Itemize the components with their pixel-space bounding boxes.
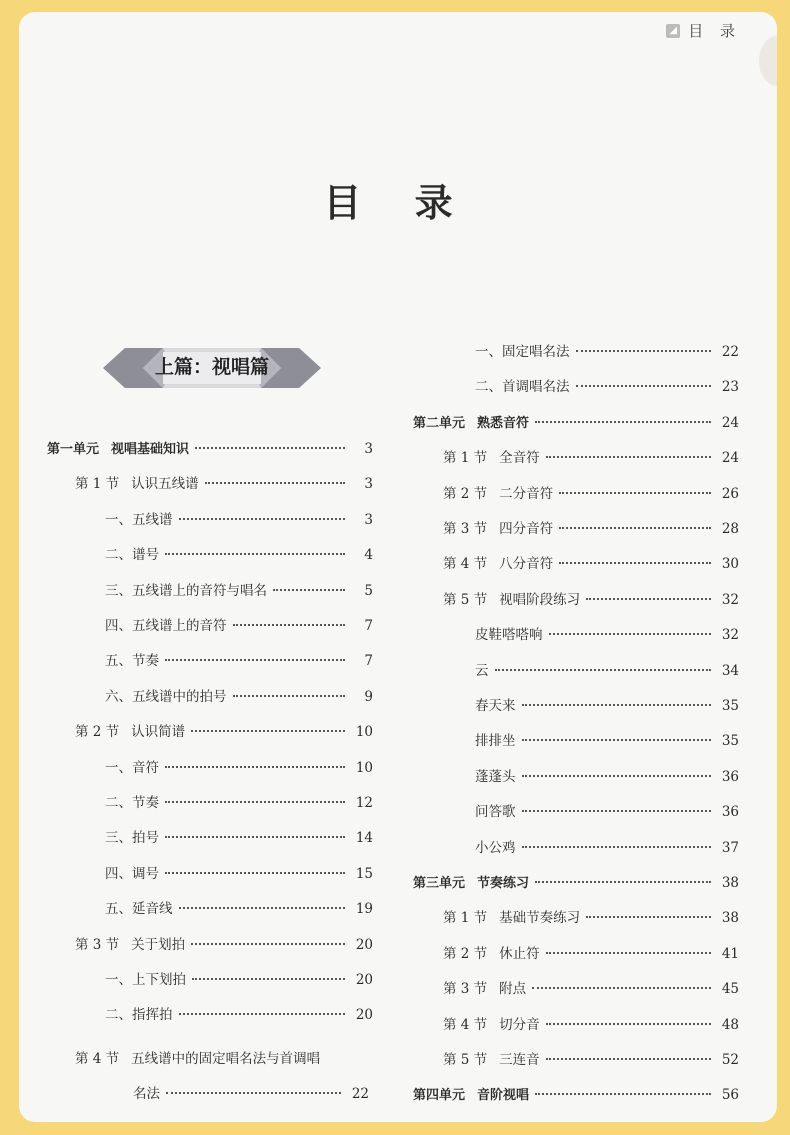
dot-leader [179, 1013, 346, 1015]
dot-leader [165, 659, 345, 661]
toc-entry[interactable] [443, 554, 739, 574]
banner-label: 上篇：视唱篇 [154, 356, 269, 378]
toc-entry[interactable] [105, 864, 373, 884]
dot-leader [522, 739, 712, 741]
entry-label: 视唱基础知识 [111, 442, 190, 457]
entry-label: 四、调号 [105, 865, 159, 882]
entry-label: 熟悉音符 [477, 415, 530, 431]
entry-page: 3 [364, 511, 373, 528]
entry-page: 23 [721, 379, 739, 396]
dot-leader [273, 589, 345, 591]
dot-leader [546, 1023, 711, 1025]
toc-entry[interactable] [443, 448, 739, 468]
entry-label: 二、谱号 [105, 547, 159, 564]
dot-leader [535, 881, 711, 883]
toc-entry[interactable] [105, 1005, 373, 1025]
toc-entry[interactable] [105, 758, 373, 778]
dot-leader [532, 987, 711, 989]
toc-entry[interactable] [75, 722, 373, 742]
entry-page: 22 [351, 1086, 369, 1102]
entry-label: 皮鞋嗒嗒响 [475, 627, 543, 644]
toc-entry[interactable] [105, 510, 373, 530]
entry-label: 二分音符 [499, 485, 554, 502]
dot-leader [522, 810, 712, 812]
entry-page: 36 [721, 804, 739, 821]
toc-entry[interactable] [105, 616, 373, 636]
entry-number: 第 1 节 [75, 476, 120, 493]
dot-leader [546, 1058, 711, 1060]
entry-number: 第 3 节 [443, 521, 488, 537]
dot-leader [191, 730, 345, 732]
entry-label: 四、五线谱上的音符 [105, 618, 227, 634]
dot-leader [586, 916, 711, 918]
entry-page: 3 [364, 441, 373, 457]
entry-label: 全音符 [499, 450, 540, 467]
running-head [666, 20, 741, 41]
entry-label: 一、五线谱 [105, 511, 173, 528]
entry-page: 45 [721, 981, 739, 998]
entry-label: 八分音符 [499, 556, 554, 573]
dot-leader [191, 943, 345, 945]
entry-page: 10 [355, 759, 373, 776]
toc-entry[interactable] [443, 590, 739, 610]
entry-number: 第一单元 [47, 442, 100, 457]
entry-page: 22 [721, 344, 739, 360]
entry-page: 3 [364, 476, 373, 493]
entry-label: 三连音 [499, 1052, 540, 1068]
dot-leader [166, 1092, 341, 1094]
entry-label: 三、拍号 [105, 830, 159, 847]
entry-page: 28 [721, 521, 739, 537]
toc-entry[interactable] [475, 625, 739, 645]
entry-page: 15 [355, 865, 373, 882]
dot-leader [559, 527, 711, 529]
entry-page: 32 [721, 627, 739, 644]
entry-page: 36 [721, 768, 739, 785]
toc-entry[interactable] [75, 935, 373, 955]
toc-entry[interactable] [475, 802, 739, 822]
dot-leader [549, 633, 712, 635]
toc-entry[interactable] [105, 651, 373, 671]
toc-entry-wrapped-continuation[interactable] [133, 1084, 369, 1104]
entry-label: 一、音符 [105, 759, 159, 776]
entry-page: 38 [721, 875, 739, 891]
entry-page: 19 [355, 901, 373, 918]
dot-leader [233, 624, 346, 626]
dot-leader [165, 801, 345, 803]
entry-page: 52 [721, 1052, 739, 1068]
entry-page: 48 [721, 1016, 739, 1033]
dot-leader [559, 562, 711, 564]
entry-number: 第 5 节 [443, 1052, 488, 1068]
entry-page: 26 [721, 485, 739, 502]
toc-entry[interactable] [475, 342, 739, 362]
dot-leader [179, 518, 346, 520]
running-head-text: 目 录 [688, 22, 741, 40]
toc-entry[interactable] [443, 908, 739, 928]
toc-entry[interactable] [105, 581, 373, 601]
dot-leader [535, 421, 711, 423]
entry-label: 云 [475, 662, 489, 679]
entry-label: 休止符 [499, 945, 540, 962]
entry-number: 第 1 节 [443, 450, 488, 467]
entry-label: 音阶视唱 [477, 1088, 530, 1104]
page-title: 目 录 [323, 181, 473, 225]
toc-entry[interactable] [443, 519, 739, 539]
entry-label: 视唱阶段练习 [499, 591, 581, 608]
entry-label: 六、五线谱中的拍号 [105, 688, 227, 705]
toc-entry[interactable] [443, 979, 739, 999]
entry-page: 9 [364, 688, 373, 705]
entry-page: 20 [355, 936, 373, 953]
entry-label: 节奏练习 [477, 876, 530, 891]
toc-entry[interactable] [443, 1050, 739, 1070]
toc-entry[interactable] [413, 1085, 739, 1105]
entry-number: 第 4 节 [443, 1016, 488, 1033]
dot-leader [586, 598, 711, 600]
dot-leader [233, 695, 346, 697]
dot-leader [576, 385, 712, 387]
chapter-mark-icon: ◢ [666, 24, 680, 38]
entry-page: 12 [355, 795, 373, 811]
entry-page: 41 [721, 945, 739, 962]
dot-leader [165, 766, 345, 768]
toc-entry[interactable] [105, 793, 373, 813]
entry-label: 附点 [499, 981, 527, 998]
entry-label: 二、指挥拍 [105, 1007, 173, 1024]
entry-label: 一、固定唱名法 [475, 344, 570, 360]
entry-page: 5 [364, 582, 373, 599]
dot-leader [165, 836, 345, 838]
toc-entry[interactable] [475, 838, 739, 858]
entry-page: 7 [364, 653, 373, 670]
toc-entry[interactable] [47, 439, 373, 459]
entry-page: 35 [721, 733, 739, 750]
entry-number: 第 4 节 [443, 556, 488, 573]
entry-number: 第 4 节 [75, 1051, 120, 1067]
toc-entry[interactable] [105, 687, 373, 707]
entry-page: 10 [355, 724, 373, 741]
entry-label-line1: 五线谱中的固定唱名法与首调唱 [131, 1051, 321, 1067]
entry-label: 三、五线谱上的音符与唱名 [105, 582, 267, 599]
toc-entry[interactable] [413, 873, 739, 893]
dot-leader [522, 846, 712, 848]
entry-label: 问答歌 [475, 804, 516, 821]
entry-page: 24 [721, 414, 739, 431]
toc-entry[interactable] [443, 1015, 739, 1035]
entry-page: 35 [721, 698, 739, 714]
entry-label: 小公鸡 [475, 839, 516, 856]
entry-label: 切分音 [499, 1016, 540, 1033]
toc-entry[interactable] [475, 696, 739, 716]
entry-page: 4 [364, 547, 373, 564]
entry-number: 第 3 节 [75, 936, 120, 953]
entry-label: 四分音符 [499, 521, 554, 537]
entry-page: 24 [721, 450, 739, 467]
dot-leader [546, 456, 711, 458]
toc-entry[interactable] [105, 828, 373, 848]
entry-page: 20 [355, 972, 373, 988]
dot-leader [165, 872, 345, 874]
entry-number: 第 3 节 [443, 981, 488, 998]
entry-number: 第 2 节 [443, 945, 488, 962]
toc-page [19, 12, 777, 1122]
entry-page: 20 [355, 1007, 373, 1024]
dot-leader [495, 669, 712, 671]
entry-number: 第 2 节 [75, 724, 120, 741]
dot-leader [522, 704, 712, 706]
toc-entry[interactable] [443, 484, 739, 504]
entry-label: 关于划拍 [131, 936, 186, 953]
entry-label: 排排坐 [475, 733, 516, 750]
entry-page: 37 [721, 839, 739, 856]
entry-label: 认识五线谱 [131, 476, 199, 493]
toc-entry[interactable] [475, 767, 739, 787]
toc-entry[interactable] [443, 944, 739, 964]
toc-entry[interactable] [475, 731, 739, 751]
page-edge-decoration [759, 36, 777, 86]
dot-leader [205, 482, 345, 484]
toc-entry[interactable] [105, 899, 373, 919]
entry-page: 32 [721, 591, 739, 608]
entry-label: 认识简谱 [131, 724, 186, 741]
entry-number: 第 2 节 [443, 485, 488, 502]
entry-number: 第四单元 [413, 1088, 466, 1104]
entry-label: 五、延音线 [105, 901, 173, 918]
toc-entry[interactable] [475, 661, 739, 681]
entry-page: 7 [364, 618, 373, 634]
toc-entry[interactable] [475, 377, 739, 397]
entry-number: 第 5 节 [443, 591, 488, 608]
entry-page: 38 [721, 910, 739, 927]
entry-page: 34 [721, 662, 739, 679]
dot-leader [165, 553, 345, 555]
entry-label: 二、节奏 [105, 795, 159, 811]
entry-label: 春天来 [475, 698, 516, 714]
entry-page: 56 [721, 1087, 739, 1104]
toc-entry-wrapped[interactable] [75, 1049, 320, 1069]
entry-label: 基础节奏练习 [499, 910, 581, 927]
toc-entry[interactable] [413, 413, 739, 433]
dot-leader [576, 350, 712, 352]
entry-label: 蓬蓬头 [475, 768, 516, 785]
entry-label: 一、上下划拍 [105, 972, 186, 988]
dot-leader [535, 1093, 711, 1095]
entry-number: 第 1 节 [443, 910, 488, 927]
entry-number: 第三单元 [413, 876, 466, 891]
entry-page: 30 [721, 556, 739, 573]
dot-leader [192, 978, 345, 980]
dot-leader [559, 492, 711, 494]
dot-leader [179, 907, 346, 909]
entry-label: 二、首调唱名法 [475, 379, 570, 396]
dot-leader [546, 952, 711, 954]
entry-label: 五、节奏 [105, 653, 159, 670]
toc-entry[interactable] [75, 474, 373, 494]
toc-entry[interactable] [105, 970, 373, 990]
entry-page: 14 [355, 830, 373, 847]
toc-entry[interactable] [105, 545, 373, 565]
dot-leader [522, 775, 712, 777]
entry-number: 第二单元 [413, 415, 466, 431]
part-banner [103, 344, 321, 392]
dot-leader [195, 447, 345, 449]
entry-label-line2: 名法 [133, 1086, 160, 1102]
